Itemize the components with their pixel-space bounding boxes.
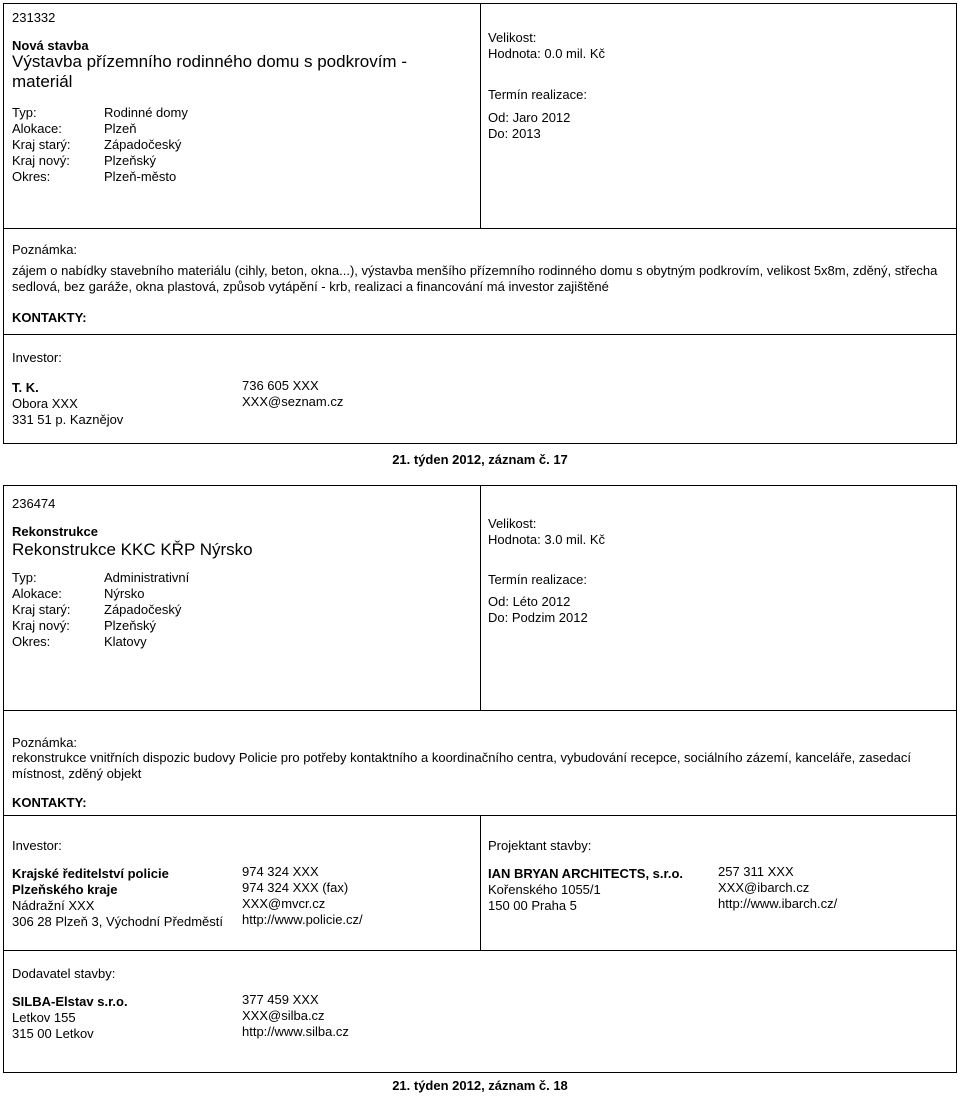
detail-label: Kraj starý: xyxy=(12,137,71,152)
section-divider xyxy=(3,228,957,229)
size-block xyxy=(488,516,605,548)
investor-email: XXX@mvcr.cz xyxy=(242,896,326,911)
detail-value: Plzeňský xyxy=(104,618,157,633)
details-labels xyxy=(12,105,71,185)
investor-address xyxy=(12,866,223,930)
investor-web: http://www.policie.cz/ xyxy=(242,912,363,927)
detail-value: Plzeň xyxy=(104,121,137,136)
designer-street: Kořenského 1055/1 xyxy=(488,882,601,897)
note-label: Poznámka: xyxy=(12,242,78,257)
details-values xyxy=(104,570,189,650)
investor-street: Obora XXX xyxy=(12,396,78,411)
designer-city: 150 00 Praha 5 xyxy=(488,898,577,913)
note-text: rekonstrukce vnitřních dispozic budovy Policie pro potřeby kontaktního a koordinačního centra, vybudování recepce, sociálního zázemí, kanceláře, zasedací místnost, zděný objekt xyxy=(12,750,911,781)
detail-value: Administrativní xyxy=(104,570,190,585)
contacts-heading: KONTAKTY: xyxy=(12,795,87,810)
detail-value: Plzeňský xyxy=(104,153,157,168)
detail-label: Okres: xyxy=(12,169,51,184)
term-from: Od: Léto 2012 xyxy=(488,594,571,609)
size-label: Velikost: xyxy=(488,516,537,531)
investor-name: T. K. xyxy=(12,380,39,395)
investor-name: Plzeňského kraje xyxy=(12,882,118,897)
section-divider xyxy=(3,334,957,335)
designer-label: Projektant stavby: xyxy=(488,838,592,853)
investor-name: Krajské ředitelství policie xyxy=(12,866,169,881)
investor-label: Investor: xyxy=(12,838,62,853)
designer-contact xyxy=(718,864,837,912)
term-to: Do: 2013 xyxy=(488,126,541,141)
section-divider xyxy=(3,950,957,951)
details-values xyxy=(104,105,188,185)
supplier-contact xyxy=(242,992,349,1040)
investor-street: Nádražní XXX xyxy=(12,898,95,913)
record-category: Rekonstrukce xyxy=(12,524,98,539)
page-footer: 21. týden 2012, záznam č. 17 xyxy=(392,452,568,467)
size-label: Velikost: xyxy=(488,30,537,45)
details-labels xyxy=(12,570,71,650)
detail-label: Kraj starý: xyxy=(12,602,71,617)
supplier-address xyxy=(12,994,128,1042)
investor-fax: 974 324 XXX (fax) xyxy=(242,880,349,895)
detail-label: Alokace: xyxy=(12,121,62,136)
designer-name: IAN BRYAN ARCHITECTS, s.r.o. xyxy=(488,866,684,881)
page-footer: 21. týden 2012, záznam č. 18 xyxy=(392,1078,568,1093)
supplier-label: Dodavatel stavby: xyxy=(12,966,116,981)
term-label: Termín realizace: xyxy=(488,87,587,102)
size-value: Hodnota: 3.0 mil. Kč xyxy=(488,532,606,547)
detail-label: Typ: xyxy=(12,570,37,585)
designer-phone: 257 311 XXX xyxy=(718,864,794,879)
term-block xyxy=(488,594,588,626)
detail-value: Klatovy xyxy=(104,634,147,649)
investor-contact xyxy=(242,864,363,928)
note-label: Poznámka: xyxy=(12,735,78,750)
detail-value: Západočeský xyxy=(104,602,182,617)
detail-value: Plzeň-město xyxy=(104,169,177,184)
investor-phone: 974 324 XXX xyxy=(242,864,319,879)
record-id: 236474 xyxy=(12,496,56,511)
term-to: Do: Podzim 2012 xyxy=(488,610,588,625)
supplier-city: 315 00 Letkov xyxy=(12,1026,94,1041)
designer-address xyxy=(488,866,683,914)
column-divider xyxy=(480,3,481,228)
supplier-name: SILBA-Elstav s.r.o. xyxy=(12,994,128,1009)
record-title: Rekonstrukce KKC KŘP Nýrsko xyxy=(12,540,253,559)
column-divider xyxy=(480,485,481,710)
detail-label: Okres: xyxy=(12,634,51,649)
term-label: Termín realizace: xyxy=(488,572,587,587)
investor-label: Investor: xyxy=(12,350,62,365)
investor-email: XXX@seznam.cz xyxy=(242,394,344,409)
record-title: Výstavba přízemního rodinného domu s podkrovím - materiál xyxy=(12,52,407,91)
investor-contact xyxy=(242,378,343,410)
detail-label: Alokace: xyxy=(12,586,62,601)
detail-value: Západočeský xyxy=(104,137,182,152)
term-block xyxy=(488,110,570,142)
record-category: Nová stavba xyxy=(12,38,89,53)
investor-address xyxy=(12,380,123,428)
detail-value: Rodinné domy xyxy=(104,105,188,120)
investor-city: 331 51 p. Kaznějov xyxy=(12,412,124,427)
detail-label: Kraj nový: xyxy=(12,618,70,633)
section-divider xyxy=(3,710,957,711)
detail-value: Nýrsko xyxy=(104,586,145,601)
detail-label: Typ: xyxy=(12,105,37,120)
record-id: 231332 xyxy=(12,10,56,25)
size-block xyxy=(488,30,605,62)
column-divider xyxy=(480,815,481,950)
supplier-web: http://www.silba.cz xyxy=(242,1024,349,1039)
term-from: Od: Jaro 2012 xyxy=(488,110,571,125)
investor-phone: 736 605 XXX xyxy=(242,378,319,393)
designer-email: XXX@ibarch.cz xyxy=(718,880,810,895)
designer-web: http://www.ibarch.cz/ xyxy=(718,896,838,911)
detail-label: Kraj nový: xyxy=(12,153,70,168)
size-value: Hodnota: 0.0 mil. Kč xyxy=(488,46,606,61)
supplier-phone: 377 459 XXX xyxy=(242,992,319,1007)
note-text: zájem o nabídky stavebního materiálu (cihly, beton, okna...), výstavba menšího přízemního rodinného domu s obytným podkrovím, velikost 5x8m, zděný, střecha sedlová, bez garáže, okna plastová, způsob vytápění - krb, realizaci a financování má investor zajištěné xyxy=(12,263,938,294)
supplier-street: Letkov 155 xyxy=(12,1010,76,1025)
supplier-email: XXX@silba.cz xyxy=(242,1008,325,1023)
investor-city: 306 28 Plzeň 3, Východní Předměstí xyxy=(12,914,224,929)
contacts-heading: KONTAKTY: xyxy=(12,310,87,325)
